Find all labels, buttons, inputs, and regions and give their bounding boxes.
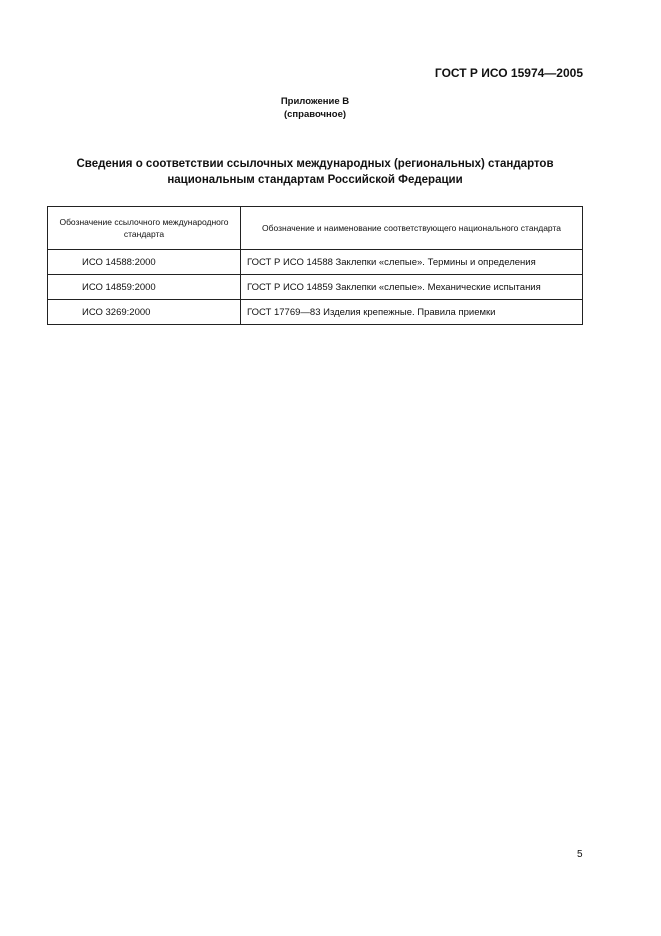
page-number: 5 <box>577 849 583 860</box>
national-standard-cell: ГОСТ Р ИСО 14588 Заклепки «слепые». Термины и определения <box>241 250 583 275</box>
table-row <box>48 300 583 325</box>
international-standard-cell: ИСО 3269:2000 <box>48 300 241 325</box>
document-code: ГОСТ Р ИСО 15974—2005 <box>434 66 583 80</box>
table-row <box>48 275 583 300</box>
table-header-row <box>48 207 583 250</box>
annex-title-line-2: национальным стандартам Российской Федерации <box>167 174 463 186</box>
annex-title <box>0 156 630 188</box>
standards-correspondence-table <box>47 206 583 325</box>
international-standard-cell: ИСО 14859:2000 <box>48 275 241 300</box>
national-standard-cell: ГОСТ 17769—83 Изделия крепежные. Правила приемки <box>241 300 583 325</box>
national-standard-cell: ГОСТ Р ИСО 14859 Заклепки «слепые». Механические испытания <box>241 275 583 300</box>
annex-title-line-1: Сведения о соответствии ссылочных международных (региональных) стандартов <box>76 158 554 170</box>
annex-heading <box>0 95 630 121</box>
annex-kind: (справочное) <box>283 109 347 120</box>
column-header-international-standard: Обозначение ссылочного международного стандарта <box>48 207 241 250</box>
international-standard-cell: ИСО 14588:2000 <box>48 250 241 275</box>
table-row <box>48 250 583 275</box>
annex-label: Приложение В <box>280 96 350 107</box>
column-header-national-standard: Обозначение и наименование соответствующего национального стандарта <box>241 207 583 250</box>
